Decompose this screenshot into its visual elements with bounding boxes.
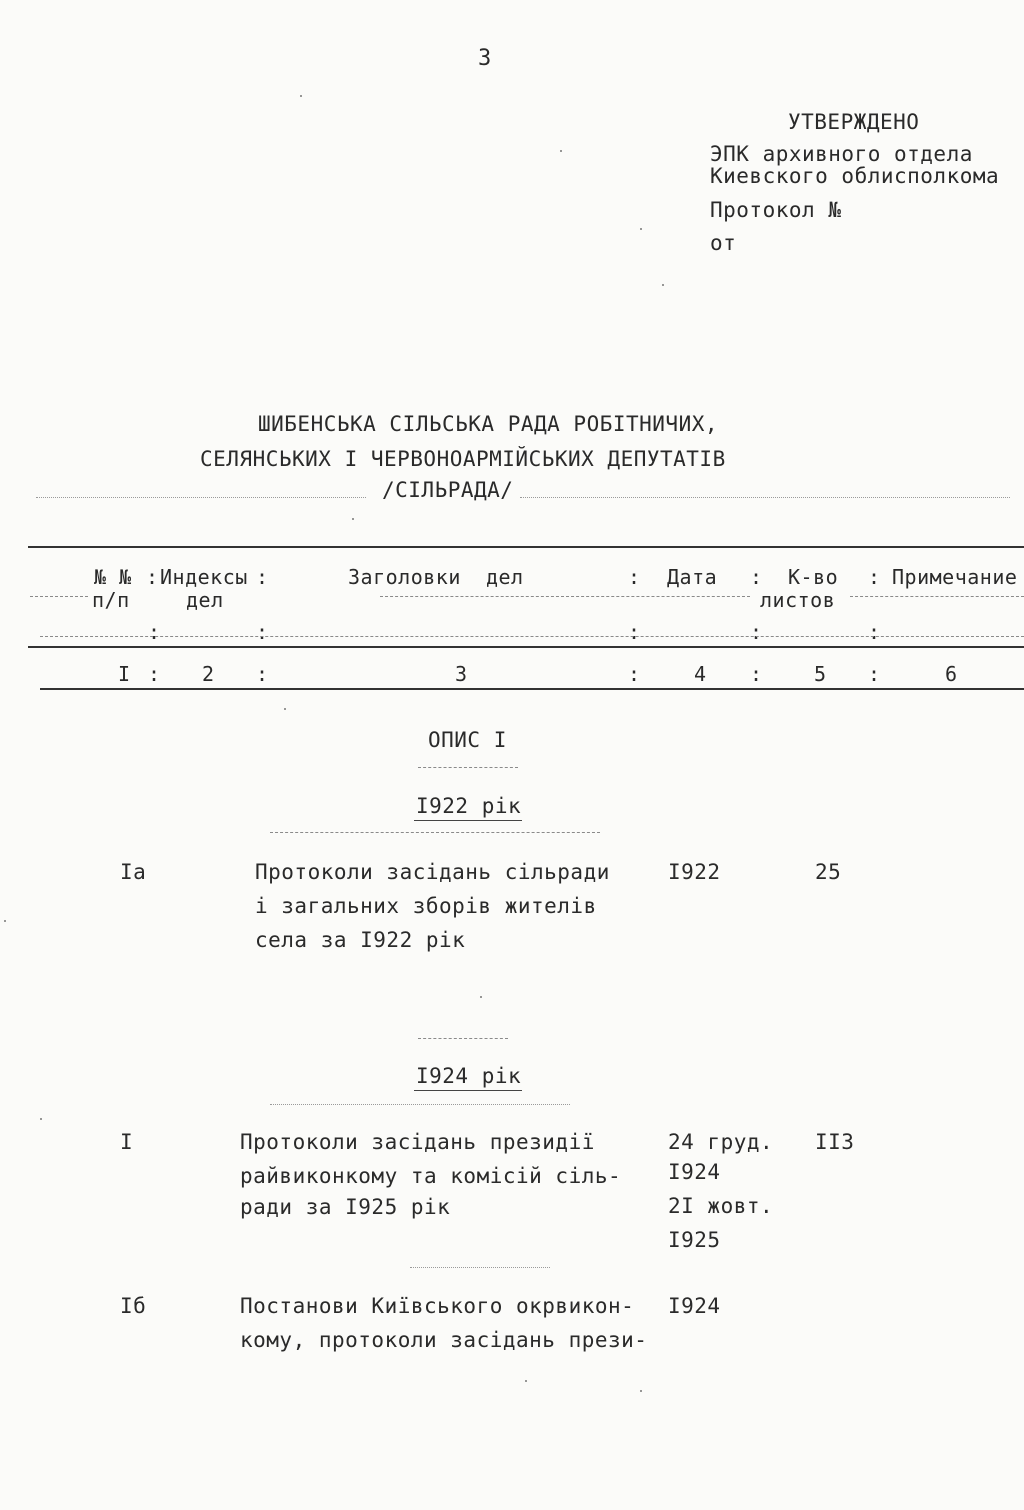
entry-number: Iа: [120, 860, 147, 884]
entry-sheets: 25: [815, 860, 842, 884]
approval-title: УТВЕРЖДЕНО: [788, 110, 920, 134]
header-col-sep: :: [868, 662, 881, 686]
scan-speck: [352, 518, 354, 520]
entry-title-line: ради за I925 рік: [240, 1195, 451, 1219]
scan-speck: [40, 1118, 42, 1120]
header-col-sheets-sub: листов: [760, 588, 836, 612]
entry-title-line: кому, протоколи засідань прези-: [240, 1328, 648, 1352]
divider: [270, 832, 600, 833]
column-number-1: I: [118, 662, 131, 686]
approval-from: от: [710, 231, 737, 255]
section-year: I922 рік: [416, 794, 522, 818]
header-col-index: Индексы: [160, 565, 248, 589]
divider: [36, 497, 366, 498]
header-col-sep: :: [868, 620, 881, 644]
header-col-date: Дата: [667, 565, 718, 589]
year-underline: [414, 1090, 522, 1091]
entry-number: I: [120, 1130, 134, 1154]
entry-title-line: і загальних зборів жителів: [255, 894, 597, 918]
entry-sheets: II3: [815, 1130, 855, 1154]
column-number-2: 2: [202, 662, 215, 686]
entry-date: 2I жовт.: [668, 1194, 774, 1218]
header-col-sep: :: [628, 620, 641, 644]
entry-date: I924: [668, 1294, 721, 1318]
scan-speck: [284, 708, 286, 710]
header-col-sheets: К-во: [788, 565, 839, 589]
scan-speck: [662, 284, 664, 286]
divider: [410, 1267, 550, 1268]
entry-date: I922: [668, 860, 721, 884]
scan-speck: [525, 1380, 527, 1382]
header-bottom-rule: [40, 688, 1024, 690]
header-col-sep: :: [868, 565, 881, 589]
page-number: 3: [478, 46, 492, 71]
header-col-number-sub: п/п: [92, 588, 130, 612]
entry-date: I925: [668, 1228, 721, 1252]
header-col-sep: :: [750, 662, 763, 686]
header-mid-rule: [28, 646, 1024, 648]
scan-speck: [640, 1390, 642, 1392]
header-dash: [850, 596, 1024, 597]
entry-title-line: райвиконкому та комісій сіль-: [240, 1164, 622, 1188]
column-number-6: 6: [945, 662, 958, 686]
header-col-sep: :: [148, 620, 161, 644]
column-number-4: 4: [694, 662, 707, 686]
scan-speck: [480, 996, 482, 998]
header-col-sep: :: [256, 620, 269, 644]
header-col-sep: :: [750, 620, 763, 644]
scan-speck: [640, 228, 642, 230]
fund-title-line-3: /СІЛЬРАДА/: [382, 478, 514, 502]
entry-title-line: Постанови Київського окрвикон-: [240, 1294, 635, 1318]
approval-line-2: Киевского облисполкома: [710, 164, 1000, 188]
entry-date: I924: [668, 1160, 721, 1184]
entry-title-line: Протоколи засідань сільради: [255, 860, 610, 884]
entry-title-line: Протоколи засідань президії: [240, 1130, 595, 1154]
entry-date: 24 груд.: [668, 1130, 774, 1154]
header-col-index-sub: дел: [186, 588, 224, 612]
header-col-sep: :: [256, 565, 269, 589]
header-col-sep: :: [256, 662, 269, 686]
header-dash: [380, 596, 750, 597]
header-col-sep: :: [146, 565, 159, 589]
header-col-sep: :: [628, 565, 641, 589]
entry-title-line: села за I922 рік: [255, 928, 466, 952]
approval-line-1: ЭПК архивного отдела: [710, 142, 973, 166]
scan-speck: [4, 920, 6, 922]
column-number-5: 5: [814, 662, 827, 686]
header-dash: [30, 596, 88, 597]
divider: [520, 497, 1010, 498]
fund-title-line-1: ШИБЕНСЬКА СІЛЬСЬКА РАДА РОБІТНИЧИХ,: [258, 412, 719, 436]
divider: [418, 1038, 508, 1039]
section-year: I924 рік: [416, 1064, 522, 1088]
scan-speck: [300, 95, 302, 97]
approval-protocol: Протокол №: [710, 198, 842, 222]
header-col-sep: :: [750, 565, 763, 589]
header-col-sep: :: [148, 662, 161, 686]
inventory-title: ОПИС I: [428, 728, 507, 752]
header-dash: [40, 636, 1024, 637]
year-underline: [414, 820, 522, 821]
divider: [270, 1104, 570, 1105]
divider: [418, 767, 518, 768]
fund-title-line-2: СЕЛЯНСЬКИХ І ЧЕРВОНОАРМІЙСЬКИХ ДЕПУТАТІВ: [200, 447, 726, 471]
header-col-titles: Заголовки дел: [348, 565, 524, 589]
header-col-number: № №: [94, 565, 132, 589]
scan-speck: [560, 150, 562, 152]
entry-number: Iб: [120, 1294, 147, 1318]
header-col-sep: :: [628, 662, 641, 686]
header-top-rule: [28, 546, 1024, 548]
header-col-notes: Примечание: [892, 565, 1018, 589]
column-number-3: 3: [455, 662, 468, 686]
